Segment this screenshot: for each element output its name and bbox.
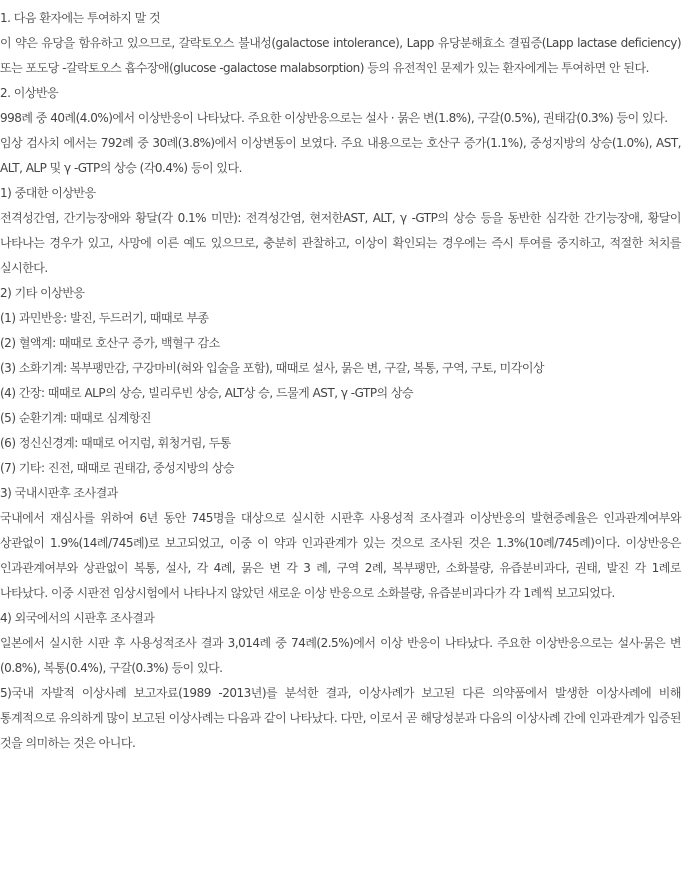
list-item-neuro: (6) 정신신경계: 때때로 어지럼, 휘청거림, 두통: [0, 436, 231, 450]
spontaneous-reports-paragraph: 5)국내 자발적 이상사례 보고자료(1989 -2013년)를 분석한 결과, 이상사례가 보고된 다른 의약품에서 발생한 이상사례에 비해 통계적으로 유의하게 많이 보고된 이상사례는 다음과 같이 나타났다. 다만, 이로서 곧 해당성분과 다음의 이상사례 간에 인과관계가 입증된 것을 의미하는 것은 아니다.: [0, 686, 681, 750]
section-1-heading: 1. 다음 환자에는 투여하지 말 것: [0, 11, 161, 25]
list-item-blood: (2) 혈액계: 때때로 호산구 증가, 백혈구 감소: [0, 336, 220, 350]
list-item-hypersensitivity: (1) 과민반응: 발진, 두드러기, 때때로 부종: [0, 311, 209, 325]
other-reactions-heading: 2) 기타 이상반응: [0, 286, 85, 300]
lab-values-paragraph: 임상 검사치 에서는 792례 중 30례(3.8%)에서 이상변동이 보였다. 주요 내용으로는 호산구 증가(1.1%), 중성지방의 상승(1.0%), AST, ALT, ALP 및 γ -GTP의 상승 (각0.4%) 등이 있다.: [0, 136, 681, 175]
list-item-other: (7) 기타: 진전, 때때로 권태감, 중성지방의 상승: [0, 461, 235, 475]
section-2-heading: 2. 이상반응: [0, 86, 59, 100]
foreign-survey-paragraph: 일본에서 실시한 시판 후 사용성적조사 결과 3,014례 중 74례(2.5%)에서 이상 반응이 나타났다. 주요한 이상반응으로는 설사·묽은 변(0.8%), 복통(0.4%), 구갈(0.3%) 등이 있다.: [0, 636, 681, 675]
domestic-survey-paragraph: 국내에서 재심사를 위하여 6년 동안 745명을 대상으로 실시한 시판후 사용성적 조사결과 이상반응의 발현증례율은 인과관계여부와 상관없이 1.9%(14례/745례)로 보고되었고, 이중 이 약과 인과관계가 있는 것으로 조사된 것은 1.3%(10례/745례)이다. 이상반응은 인과관계여부와 상관없이 복통, 설사, 각 4례, 묽은 변 각 3 례, 구역 2례, 복부팽만, 소화불량, 유즙분비과다, 권태, 발진 각 1례로 나타났다. 이중 시판전 임상시험에서 나타나지 않았던 새로운 이상 반응으로 소화불량, 유즙분비과다가 각 1례씩 보고되었다.: [0, 511, 681, 600]
list-item-liver: (4) 간장: 때때로 ALP의 상승, 빌리루빈 상승, ALT상 승, 드물게 AST, γ -GTP의 상승: [0, 386, 414, 400]
document-body: [0, 6, 681, 756]
adverse-reaction-summary: 998례 중 40례(4.0%)에서 이상반응이 나타났다. 주요한 이상반응으로는 설사 · 묽은 변(1.8%), 구갈(0.5%), 권태감(0.3%) 등이 있다.: [0, 111, 668, 125]
list-item-digestive: (3) 소화기계: 복부팽만감, 구강마비(혀와 입술을 포함), 때때로 설사, 묽은 변, 구갈, 복통, 구역, 구토, 미각이상: [0, 361, 545, 375]
domestic-survey-heading: 3) 국내시판후 조사결과: [0, 486, 118, 500]
serious-reactions-paragraph: 전격성간염, 간기능장애와 황달(각 0.1% 미만): 전격성간염, 현저한AST, ALT, γ -GTP의 상승 등을 동반한 심각한 간기능장애, 황달이 나타나는 경우가 있고, 사망에 이른 예도 있으므로, 충분히 관찰하고, 이상이 확인되는 경우에는 즉시 투여를 중지하고, 적절한 처치를 실시한다.: [0, 211, 681, 275]
foreign-survey-heading: 4) 외국에서의 시판후 조사결과: [0, 611, 155, 625]
list-item-circulatory: (5) 순환기계: 때때로 심계항진: [0, 411, 151, 425]
serious-reactions-heading: 1) 중대한 이상반응: [0, 186, 96, 200]
contraindication-paragraph: 이 약은 유당을 함유하고 있으므로, 갈락토오스 불내성(galactose intolerance), Lapp 유당분해효소 결핍증(Lapp lactase deficiency) 또는 포도당 -갈락토오스 흡수장애(glucose -galactose malabsorption) 등의 유전적인 문제가 있는 환자에게는 투여하면 안 된다.: [0, 36, 681, 75]
